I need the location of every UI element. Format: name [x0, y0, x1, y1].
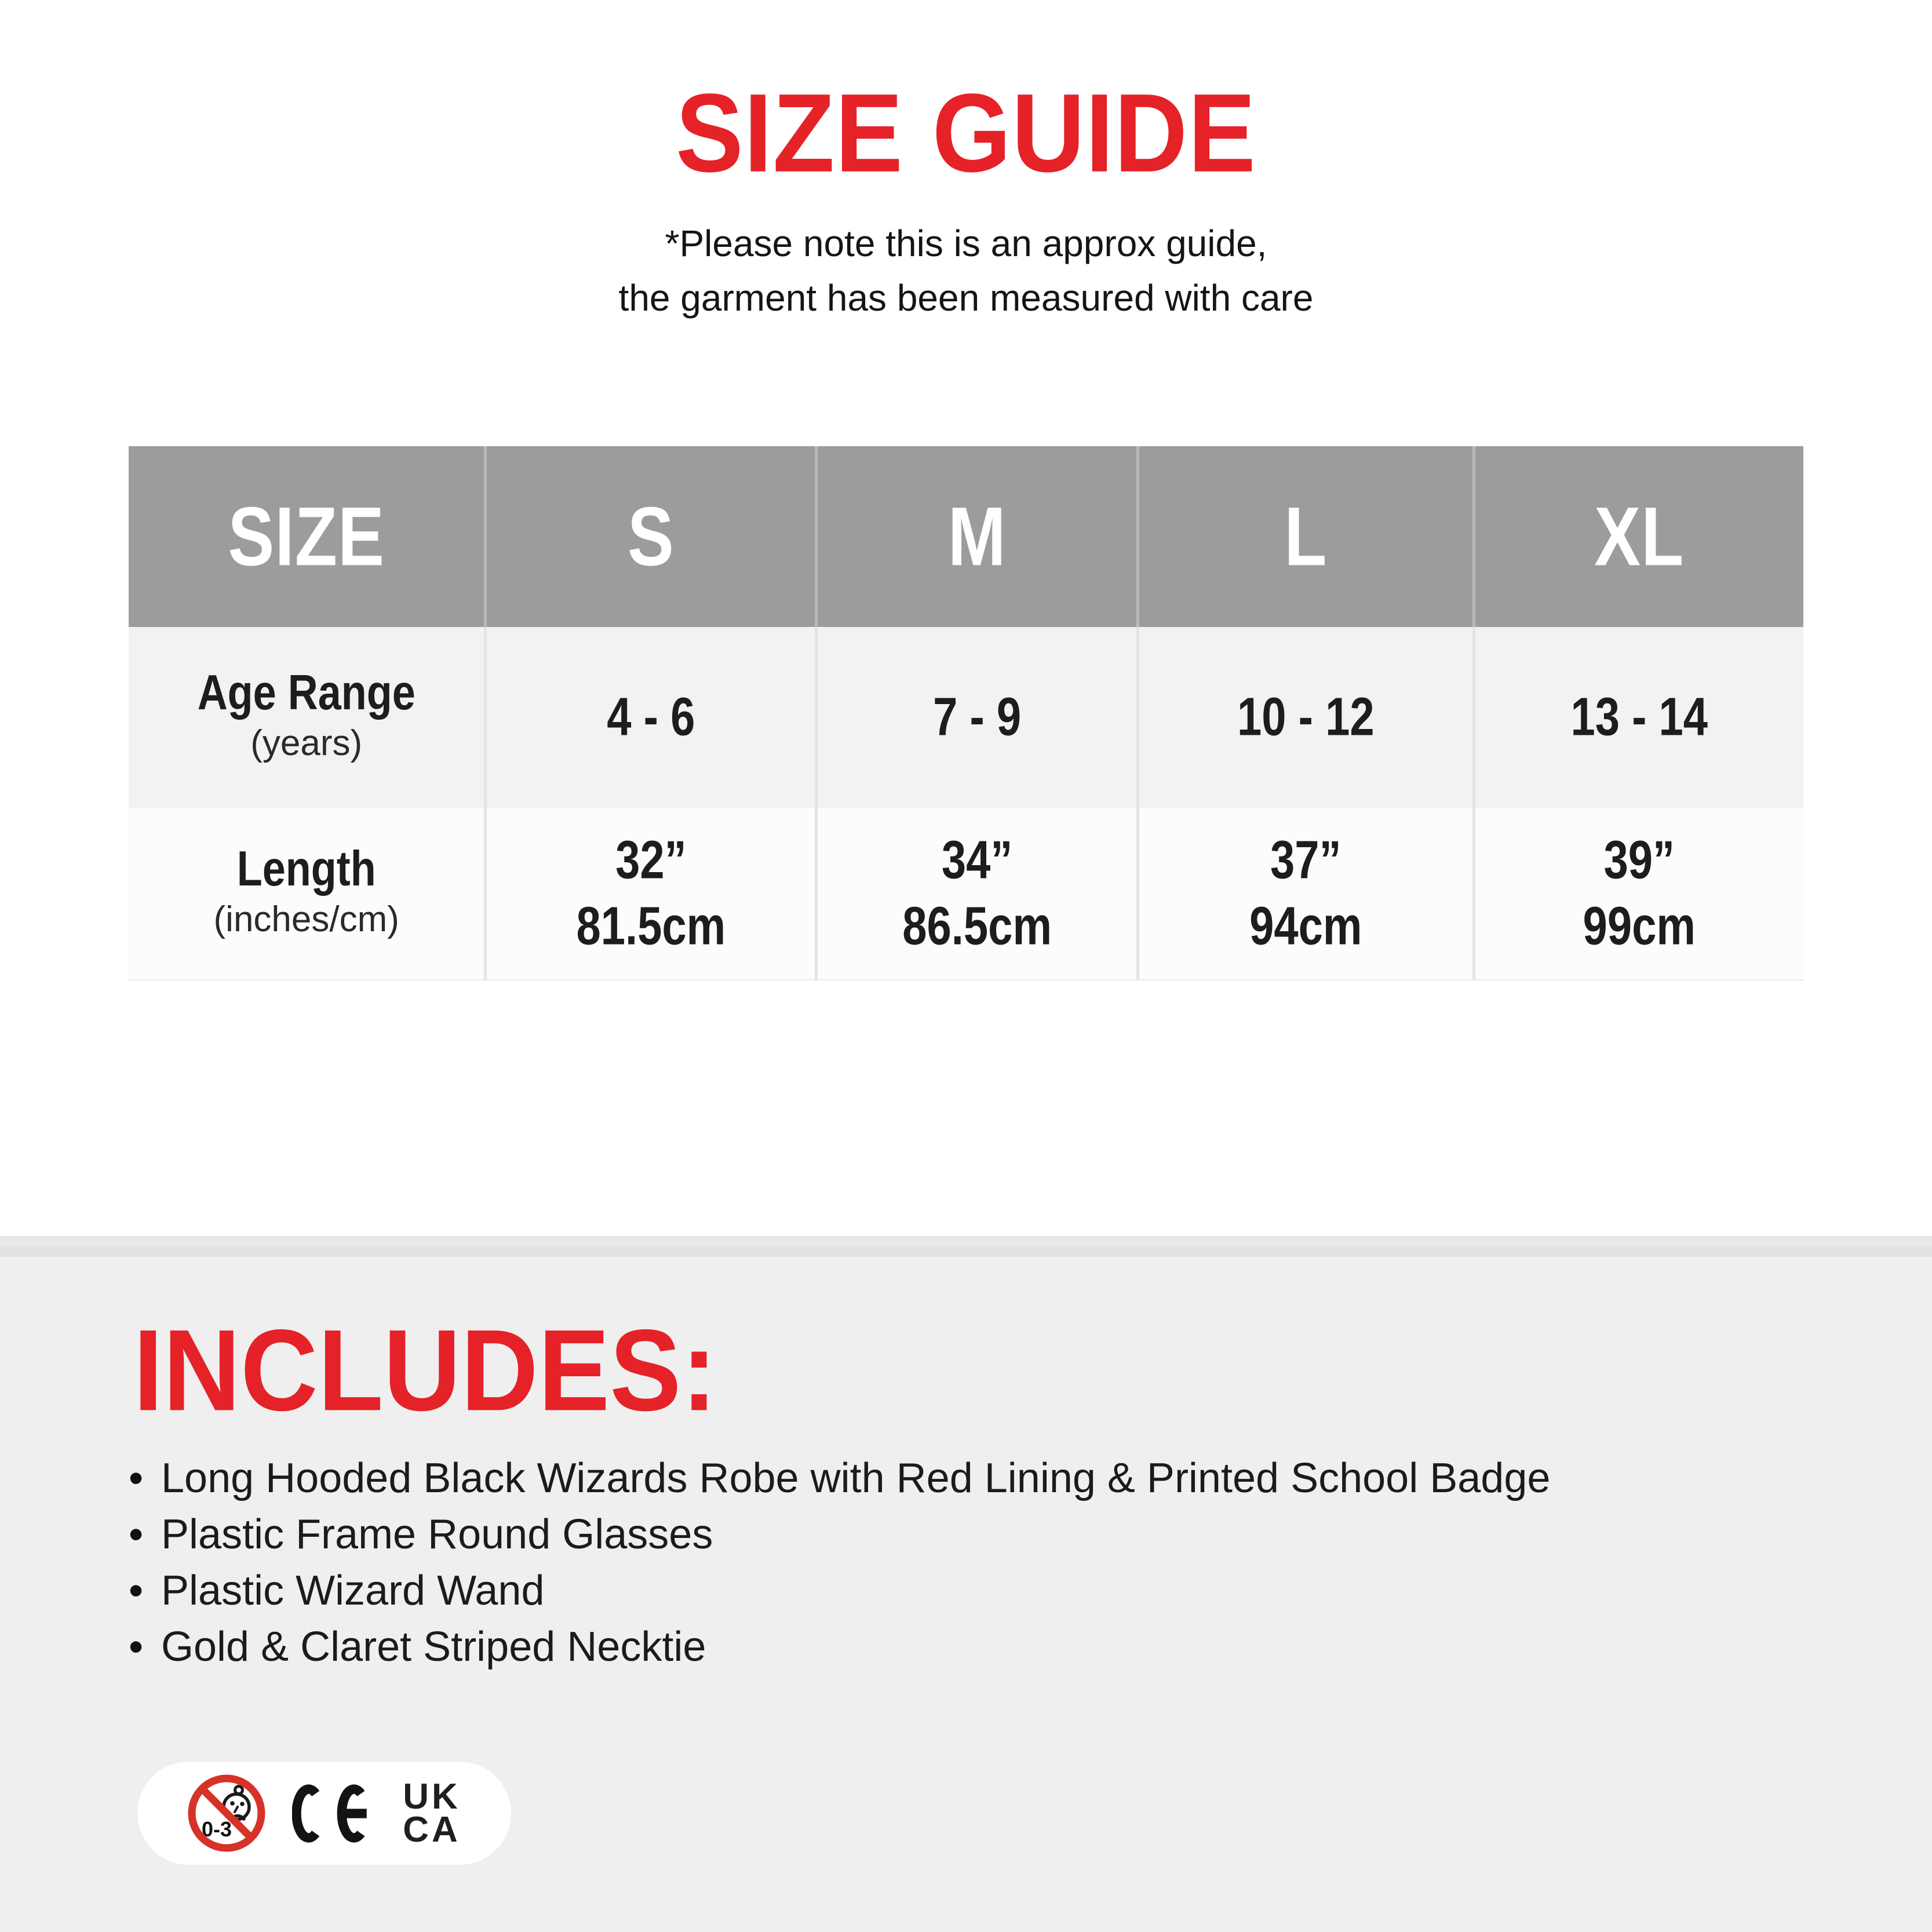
size-table-header-xl: XL — [1475, 446, 1803, 627]
list-item-text: Gold & Claret Striped Necktie — [161, 1623, 706, 1670]
page-title-wrap — [0, 71, 1932, 196]
age-range-value-l: 10 - 12 — [1139, 627, 1475, 808]
certification-badges-pill — [137, 1762, 511, 1865]
ce-mark-icon — [292, 1783, 376, 1844]
subtitle-note — [0, 216, 1932, 325]
ukca-line-ca: CA — [403, 1810, 461, 1850]
page-title: SIZE GUIDE — [676, 71, 1256, 196]
subtitle-line-1: *Please note this is an approx guide, — [665, 223, 1267, 264]
ukca-line-uk: UK — [403, 1777, 461, 1817]
includes-heading: INCLUDES: — [133, 1306, 717, 1435]
age-range-value-xl: 13 - 14 — [1475, 627, 1803, 808]
length-label-cell: Length (inches/cm) — [129, 808, 487, 979]
age-range-value-m: 7 - 9 — [818, 627, 1139, 808]
bullet-icon: • — [129, 1455, 144, 1501]
list-item — [129, 1562, 1861, 1618]
length-value-l: 37” 94cm — [1139, 808, 1475, 979]
age-warning-label: 0-3 — [202, 1817, 232, 1841]
size-table-header-size: SIZE — [129, 446, 487, 627]
includes-list — [129, 1450, 1861, 1675]
length-value-m: 34” 86.5cm — [818, 808, 1139, 979]
bullet-icon: • — [129, 1623, 144, 1670]
size-table-header-m: M — [818, 446, 1139, 627]
list-item-text: Plastic Wizard Wand — [161, 1567, 545, 1614]
list-item — [129, 1506, 1861, 1562]
age-range-label-cell: Age Range (years) — [129, 627, 487, 808]
subtitle-line-2: the garment has been measured with care — [618, 277, 1314, 319]
list-item — [129, 1450, 1861, 1506]
bullet-icon: • — [129, 1567, 144, 1614]
bullet-icon: • — [129, 1511, 144, 1558]
section-top-shade-band-1 — [0, 1236, 1932, 1247]
ukca-mark-icon — [403, 1777, 461, 1850]
list-item-text: Long Hooded Black Wizards Robe with Red Lining & Printed School Badge — [161, 1455, 1551, 1501]
length-value-s: 32” 81.5cm — [487, 808, 818, 979]
list-item — [129, 1618, 1861, 1675]
age-range-value-s: 4 - 6 — [487, 627, 818, 808]
size-table-header-s: S — [487, 446, 818, 627]
length-value-xl: 39” 99cm — [1475, 808, 1803, 979]
list-item-text: Plastic Frame Round Glasses — [161, 1511, 713, 1558]
section-top-shade-band-2 — [0, 1247, 1932, 1257]
age-warning-0-3-icon — [188, 1774, 265, 1852]
size-table-header-l: L — [1139, 446, 1475, 627]
size-table — [129, 446, 1803, 980]
